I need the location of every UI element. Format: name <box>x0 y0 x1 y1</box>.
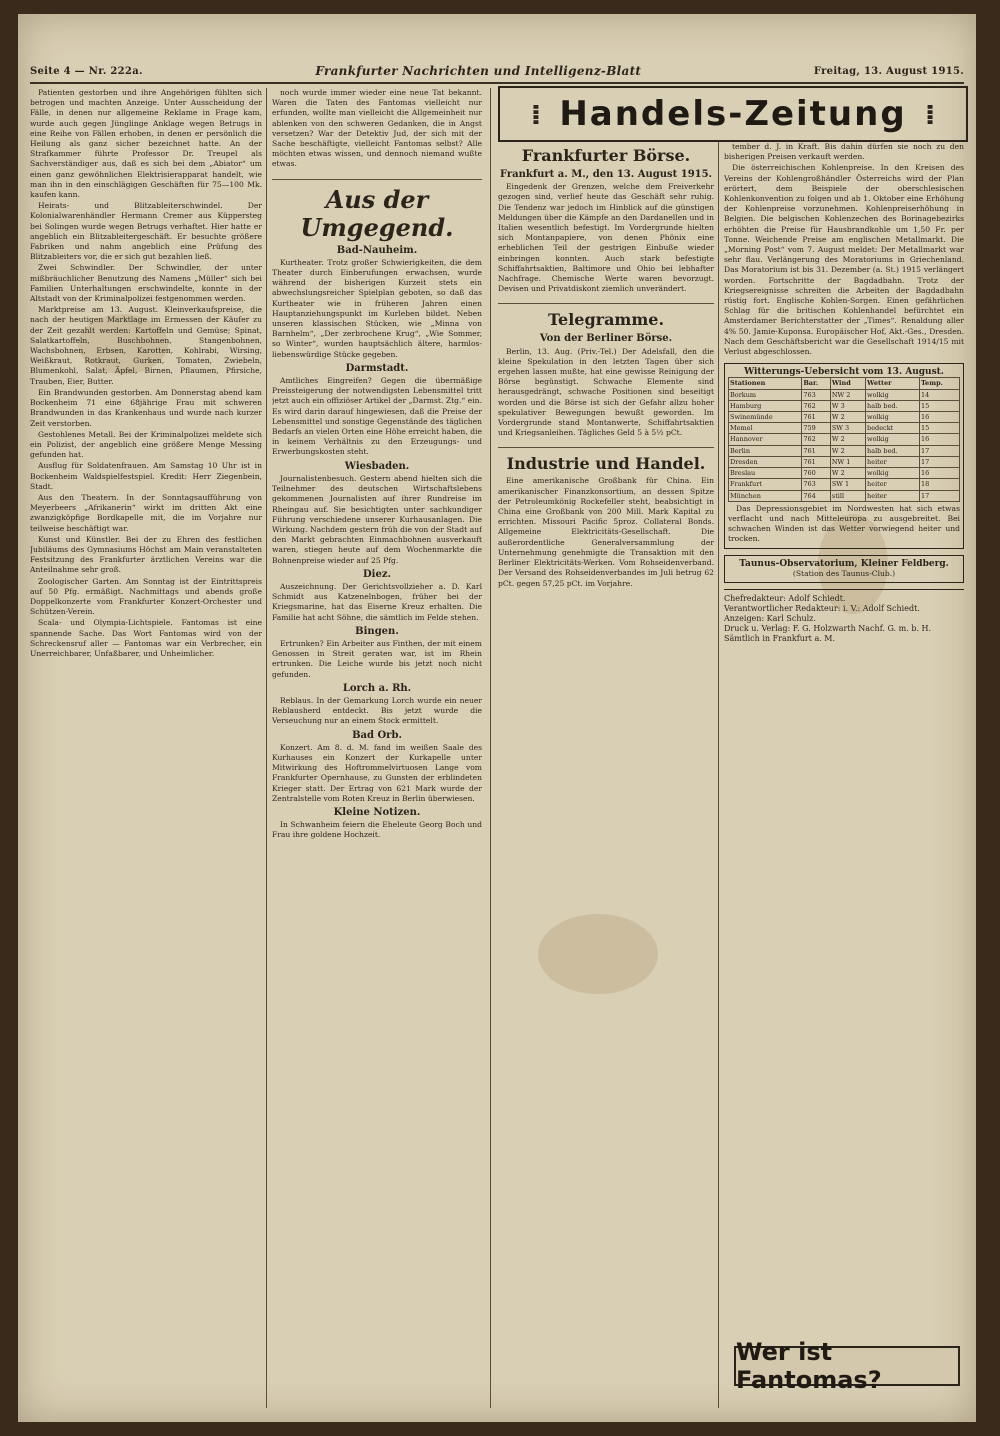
place-heading: Bad Orb. <box>352 729 402 741</box>
table-cell: Hamburg <box>729 400 802 411</box>
article-paragraph: Zoologischer Garten. Am Sonntag ist der Eintrittspreis auf 50 Pfg. ermäßigt. Nachmittags und abends große Doppelkonzerte vom Frankfurter Konzert-Orchester und Schützen-Verein. <box>30 576 262 617</box>
table-cell: 17 <box>919 456 959 467</box>
article-paragraph: Zwei Schwindler. Der Schwindler, der unter mißbräuchlicher Benutzung des Namens „Müller“ sich bei Familien Unterhaltungen erschwindelte, konnte in der Altstadt von der Kriminalpolizei festgenommen werden. <box>30 263 262 304</box>
section-rule <box>498 295 714 304</box>
table-cell: Memel <box>729 423 802 434</box>
table-cell: SW 1 <box>830 479 865 490</box>
table-cell: 760 <box>802 468 831 479</box>
section-subtitle: Von der Berliner Börse. <box>539 333 673 345</box>
place-heading: Wiesbaden. <box>344 460 410 472</box>
table-cell: 17 <box>919 445 959 456</box>
column-umgegend <box>272 88 482 1408</box>
dateline: Frankfurt a. M., den 13. August 1915. <box>499 169 713 180</box>
article-paragraph: Amtliches Eingreifen? Gegen die übermäßige Preissteigerung der notwendigsten Lebensmittel tritt jetzt auch ein offiziöser Artikel der „Darmst. Ztg.“ ein. Es wird darin darauf hingewiesen, daß die Preise der Lebensmittel und sonstige Gegenstände des täglichen Bedarfs an vielen Orten eine Höhe erreicht haben, die in keinem Verhältnis zu den Erzeugungs- und Erwerbungskosten steht. <box>272 376 482 457</box>
article-paragraph: Kunst und Künstler. Bei der zu Ehren des festlichen Jubiläums des Gymnasiums Höchst am Main veranstalteten Festsitzung des Frankfurter ärztlichen Vereins war die Anteilnahme sehr groß. <box>30 534 262 575</box>
article-paragraph: Journalistenbesuch. Gestern abend hielten sich die Teilnehmer des deutschen Wirtschaftslebens gekommenen Journalisten auf ihrer Rundreise im Rheingau auf. Sie besichtigten unter sachkundiger Führung verschiedene unserer Kurhausanlagen. Die Wirkung. Nachdem gestern früh die von der Stadt auf den Markt gebrachten Einmachbohnen ausverkauft waren, stiegen heute auf dem Wochenmarkte die Bohnenpreise wieder auf 25 Pfg. <box>272 473 482 565</box>
table-row <box>729 479 960 490</box>
article-paragraph: Die österreichischen Kohlenpreise. In den Kreisen des Vereins der Kohlengroßhändler Österreichs wird der Plan erörtert, dem Beispiele der oberschlesischen Kohlenkonvention zu folgen und ab 1. Oktober eine Erhöhung der Kohlenpreise vorzunehmen. Kohlenpreiserhöhung in Belgien. Die belgischen Kohlenzechen des Borinagebezirks erhöhten die Preise für Hausbrandkohle um 1,50 Fr. per Tonne. Weichende Preise am englischen Metallmarkt. Die „Morning Post“ vom 7. August meldet: Der Metallmarkt war sehr flau. Verlängerung des Moratoriums in Griechenland. Das Moratorium ist bis 31. Dezember (a. St.) 1915 verlängert worden. Fortschritte der Bagdadbahn. Trotz der Kriegsereignisse schreiten die Arbeiten der Bagdadbahn rüstig fort. Englische Kohlen-Sorgen. Einen gefährlichen Schlag für die britischen Kohlenhandel befürchtet ein Amsterdamer Berichterstatter der „Times“. Renaldung aller 4% 50. Jamie-Kuponsa. Europäischer Hof, Akt.-Ges., Dresden. Nach dem Geschäftsbericht war die Gesellschaft 1914/15 mit Verlust abgeschlossen. <box>724 163 964 357</box>
table-cell: 15 <box>919 423 959 434</box>
section-title: Telegramme. <box>547 310 665 330</box>
table-cell: W 2 <box>830 445 865 456</box>
imprint-line: Druck u. Verlag: F. G. Holzwarth Nachf. G. m. b. H. <box>724 623 932 633</box>
table-cell: Berlin <box>729 445 802 456</box>
table-cell: Swinemünde <box>729 412 802 423</box>
table-cell: 16 <box>919 468 959 479</box>
table-cell: 761 <box>802 412 831 423</box>
section-rule <box>498 439 714 448</box>
table-row <box>729 400 960 411</box>
place-heading: Diez. <box>363 568 391 580</box>
table-cell: 761 <box>802 456 831 467</box>
table-cell: 761 <box>802 445 831 456</box>
section-rule <box>272 171 482 180</box>
page-number: Seite 4 — Nr. 222a. <box>30 65 143 77</box>
column-local-news <box>30 88 262 1408</box>
table-cell: 16 <box>919 412 959 423</box>
table-cell: Breslau <box>729 468 802 479</box>
table-cell: NW 1 <box>830 456 865 467</box>
table-cell: 14 <box>919 389 959 400</box>
weather-note: Das Depressionsgebiet im Nordwesten hat sich etwas verflacht und nach Mitteleuropa zu ausgebreitet. Bei schwachen Winden ist das Wetter vorwiegend heiter und trocken. <box>728 503 960 544</box>
table-cell: halb bed. <box>866 445 920 456</box>
table-cell: 16 <box>919 434 959 445</box>
table-cell: 762 <box>802 400 831 411</box>
banner-ornament: ⁞ <box>924 97 936 131</box>
header-rule <box>30 82 964 84</box>
table-cell: 18 <box>919 479 959 490</box>
article-paragraph: Berlin, 13. Aug. (Priv.-Tel.) Der Adelsfall, den die kleine Spekulation in den letzten Tagen über sich ergehen lassen mußte, hat eine gewisse Reinigung der Börse begünstigt. Schwache Elemente sind herausgedrängt, schwache Positionen sind beseitigt worden und die Börse ist sich der Gefahr allzu hoher spekulativer Bewegungen bewußt geworden. Im Vordergrunde stand Montanwerte, Schiffahrtsaktien und Kriegsanleihen. Tägliches Geld 5 à 5½ pCt. <box>498 346 714 438</box>
article-paragraph: In Schwanheim feiern die Eheleute Georg Boch und Frau ihre goldene Hochzeit. <box>272 820 482 840</box>
table-cell: heiter <box>866 456 920 467</box>
article-paragraph: tember d. J. in Kraft. Bis dahin dürfen sie noch zu den bisherigen Preisen verkauft werden. <box>724 142 964 162</box>
imprint-line: Sämtlich in Frankfurt a. M. <box>724 633 836 643</box>
table-header: Bar. <box>802 378 831 389</box>
table-row <box>729 468 960 479</box>
table-header: Stationen <box>729 378 802 389</box>
article-paragraph: Patienten gestorben und ihre Angehörigen fühlten sich betrogen und machten Anzeige. Unter Ausscheidung der Fälle, in denen nur allgemeine Reklame in Frage kam, wurde auch gegen Jünglinge Anklage wegen Betrugs in eine Reihe von Fällen erhoben, in denen er persönlich die Heilung als ganz sicher bezeichnet hatte. An der Strafkammer führte Professor Dr. Treupel als Sachverständiger aus, daß es sich bei dem „Abiator“ um einen ganz gewöhnlichen Elektrisierapparat handelt, wie man ihn in den einschlägigen Geschäften für 75—100 Mk. kaufen kann. <box>30 88 262 200</box>
article-paragraph: Konzert. Am 8. d. M. fand im weißen Saale des Kurhauses ein Konzert der Kurkapelle unter Mitwirkung des Hoftrommelvirtuosen Lange vom Frankfurter Opernhause, zu Gunsten der erblindeten Krieger statt. Der Ertrag von 621 Mark wurde der Zentralstelle vom Roten Kreuz in Berlin überwiesen. <box>272 742 482 803</box>
table-row <box>729 423 960 434</box>
table-row <box>729 434 960 445</box>
imprint-line: Anzeigen: Karl Schulz. <box>724 613 816 623</box>
place-heading: Bingen. <box>355 625 399 637</box>
banner-title: Handels-Zeitung <box>559 94 907 134</box>
masthead-title: Frankfurter Nachrichten und Intelligenz-Blatt <box>315 64 642 78</box>
section-title: Industrie und Handel. <box>506 454 706 474</box>
imprint-line: Chefredakteur: Adolf Schiedt. <box>724 593 846 603</box>
taunus-observatory <box>724 555 964 583</box>
article-paragraph: Eine amerikanische Großbank für China. Ein amerikanischer Finanzkonsortium, an dessen Spitze der Petroleumkönig Rockefeller steht, beabsichtigt in China eine Großbank von 200 Mill. Mark Kapital zu errichten. Missouri Pacific 5proz. Collateral Bonds. Allgemeine Elektricitäts-Gesellschaft. Die außerordentliche Generalversammlung der Unternehmung genehmigte die Transaktion mit den Berliner Elektricitäts-Werken. Vom Rohseidenverband. Der Versand des Rohseidenverbandes im Juli betrug 62 pCt. gegen 57,25 pCt. im Vorjahre. <box>498 476 714 588</box>
weather-table <box>728 377 960 501</box>
observatory-subtitle: (Station des Taunus-Club.) <box>792 568 896 578</box>
table-header: Wetter <box>866 378 920 389</box>
article-paragraph: Reblaus. In der Gemarkung Lorch wurde ein neuer Reblausherd entdeckt. Bis jetzt wurde die Verseuchung nur an einem Stock ermittelt. <box>272 695 482 726</box>
place-heading: Kleine Notizen. <box>333 806 421 818</box>
table-cell: wolkig <box>866 468 920 479</box>
article-paragraph: Ein Brandwunden gestorben. Am Donnerstag abend kam Bockenheim 71 eine 68jährige Frau mit schweren Brandwunden in das Krankenhaus und wurde nach kurzer Zeit verstorben. <box>30 387 262 428</box>
observatory-title: Taunus-Observatorium, Kleiner Feldberg. <box>739 558 949 569</box>
article-paragraph: Auszeichnung. Der Gerichtsvollzieher a. D. Karl Schmidt aus Katzenelnbogen, früher bei der Kriegsmarine, hat das Eiserne Kreuz erhalten. Die Familie hat acht Söhne, die sämtlich im Felde stehen. <box>272 581 482 622</box>
article-paragraph: Marktpreise am 13. August. Kleinverkaufspreise, die nach der heutigen Marktlage im Ermessen der Käufer zu der Zeit gezahlt werden: Kartoffeln und Gemüse; Spinat, Salatkartoffeln, Buschbohnen, Stangenbohnen, Wachsbohnen, Erbsen, Karotten, Kohlrabi, Wirsing, Weißkraut, Rotkraut, Gurken, Tomaten, Zwiebeln, Blumenkohl, Salat, Äpfel, Birnen, Pflaumen, Pfirsiche, Trauben, Eier, Butter. <box>30 305 262 386</box>
table-cell: Borkum <box>729 389 802 400</box>
banner-ornament: ⁞ <box>530 97 542 131</box>
article-paragraph: Ertrunken? Ein Arbeiter aus Finthen, der mit einem Genossen in Streit geraten war, ist im Rhein ertrunken. Die Leiche wurde bis jetzt noch nicht gefunden. <box>272 638 482 679</box>
table-header: Temp. <box>919 378 959 389</box>
table-cell: Hannover <box>729 434 802 445</box>
article-paragraph: Kurtheater. Trotz großer Schwierigkeiten, die dem Theater durch Einberufungen erwachsen, wurde während der bisherigen Kurzeit stets ein abwechslungsreicher Spielplan geboten, so daß das Kurtheater wie in früheren Jahren einen Hauptanziehungspunkt im Kurleben bildet. Neben unseren klassischen Stücken, wie „Minna von Barnhelm“, „Der zerbrochene Krug“, „Wie Sommer, so Winter“, wurden hauptsächlich ältere, harmlos-liebenswürdige Stücke gegeben. <box>272 257 482 359</box>
place-heading: Darmstadt. <box>345 362 409 374</box>
table-cell: heiter <box>866 479 920 490</box>
table-cell: 759 <box>802 423 831 434</box>
article-paragraph: Gestohlenes Metall. Bei der Kriminalpolizei meldete sich ein Polizist, der angeblich eine größere Menge Messing gefunden hat. <box>30 429 262 460</box>
table-cell: W 2 <box>830 434 865 445</box>
section-title: Aus der Umgegend. <box>300 184 454 242</box>
issue-date: Freitag, 13. August 1915. <box>813 65 964 77</box>
column-boerse <box>498 142 714 1422</box>
article-paragraph: Heirats- und Blitzableiterschwindel. Der Kolonialwarenhändler Hermann Cremer aus Küppersteg bei Solingen wurde wegen Betrugs verhaftet. Hier hatte er angeblich ein Blitzableitergeschäft. Er besuchte größere Fabriken und nahm angeblich eine Prüfung des Blitzableiters vor, die er sich gut bezahlen ließ. <box>30 201 262 262</box>
table-cell: NW 2 <box>830 389 865 400</box>
table-cell: heiter <box>866 490 920 501</box>
article-paragraph: noch wurde immer wieder eine neue Tat bekannt. Waren die Taten des Fantomas vielleicht nur erfunden, wollte man vielleicht die Allgemeinheit nur ablenken von den schweren Gedanken, die in Angst versetzen? War der Detektiv Jud, der sich mit der Sache beschäftigte, vielleicht Fantomas selbst? Alle möchten etwas wissen, und dennoch niemand wußte etwas. <box>272 88 482 169</box>
table-cell: SW 3 <box>830 423 865 434</box>
table-cell: W 3 <box>830 400 865 411</box>
table-cell: 763 <box>802 479 831 490</box>
table-cell: Dresden <box>729 456 802 467</box>
table-cell: W 2 <box>830 468 865 479</box>
table-cell: wolkig <box>866 434 920 445</box>
table-cell: halb bed. <box>866 400 920 411</box>
table-cell: wolkig <box>866 389 920 400</box>
table-cell: Frankfurt <box>729 479 802 490</box>
weather-table-body <box>729 389 960 501</box>
table-header-row <box>729 378 960 389</box>
page-header <box>30 62 964 80</box>
table-cell: W 2 <box>830 412 865 423</box>
place-heading: Lorch a. Rh. <box>342 682 412 694</box>
article-paragraph: Eingedenk der Grenzen, welche dem Freiverkehr gezogen sind, verlief heute das Geschäft sehr ruhig. Die Tendenz war jedoch im Hinblick auf die günstigen Meldungen über die Kämpfe an den Dardanellen und in Italien wesentlich befestigt. Im Vordergrunde hielten sich Montanpapiere, von denen Phönix eine erheblichen Teil der gestrigen Einbuße wieder einbringen konnten. Auch stark befestigte Schiffahrtsaktien, Baltimore und Ohio bei lebhafter Nachfrage. Chemische Werte waren bevorzugt. Devisen und Privatdiskont ziemlich unverändert. <box>498 182 714 294</box>
table-row <box>729 412 960 423</box>
imprint <box>724 589 964 644</box>
section-title: Frankfurter Börse. <box>521 146 691 165</box>
handels-zeitung-banner <box>498 86 968 142</box>
table-cell: still <box>830 490 865 501</box>
newspaper-page <box>18 14 976 1422</box>
table-cell: 763 <box>802 389 831 400</box>
column-divider <box>490 88 491 1408</box>
table-row <box>729 456 960 467</box>
article-paragraph: Ausflug für Soldatenfrauen. Am Samstag 10 Uhr ist in Bockenheim Waldspielfestspiel. Kredit: Herr Ziegenbein, Stadt. <box>30 461 262 491</box>
table-row <box>729 445 960 456</box>
weather-report <box>724 363 964 548</box>
table-cell: 15 <box>919 400 959 411</box>
place-heading: Bad-Nauheim. <box>336 244 418 256</box>
table-row <box>729 389 960 400</box>
table-cell: bedeckt <box>866 423 920 434</box>
table-cell: München <box>729 490 802 501</box>
imprint-line: Verantwortlicher Redakteur: i. V.: Adolf Schiedt. <box>724 603 920 613</box>
weather-title: Witterungs-Uebersicht vom 13. August. <box>744 367 944 378</box>
article-paragraph: Scala- und Olympia-Lichtspiele. Fantomas ist eine spannende Sache. Das Wort Fantomas wird von der Schreckensruf aller — Fantomas war ein Verbrecher, ein Unerreichbarer, Unfaßbarer, und Unheimlicher. <box>30 618 262 658</box>
table-cell: 17 <box>919 490 959 501</box>
table-cell: 762 <box>802 434 831 445</box>
table-row <box>729 490 960 501</box>
table-header: Wind <box>830 378 865 389</box>
column-markets <box>724 142 964 1422</box>
fantomas-advertisement: Wer ist Fantomas? <box>734 1346 960 1386</box>
table-cell: 764 <box>802 490 831 501</box>
column-divider <box>718 142 719 1408</box>
article-paragraph: Aus den Theatern. In der Sonntagsaufführung von Meyerbeers „Afrikanerin“ wirkt im dritten Akt eine zwanzigköpfige Bordkapelle mit, die im Vorjahre nur teilweise beschäftigt war. <box>30 492 262 533</box>
table-cell: wolkig <box>866 412 920 423</box>
column-divider <box>266 88 267 1408</box>
